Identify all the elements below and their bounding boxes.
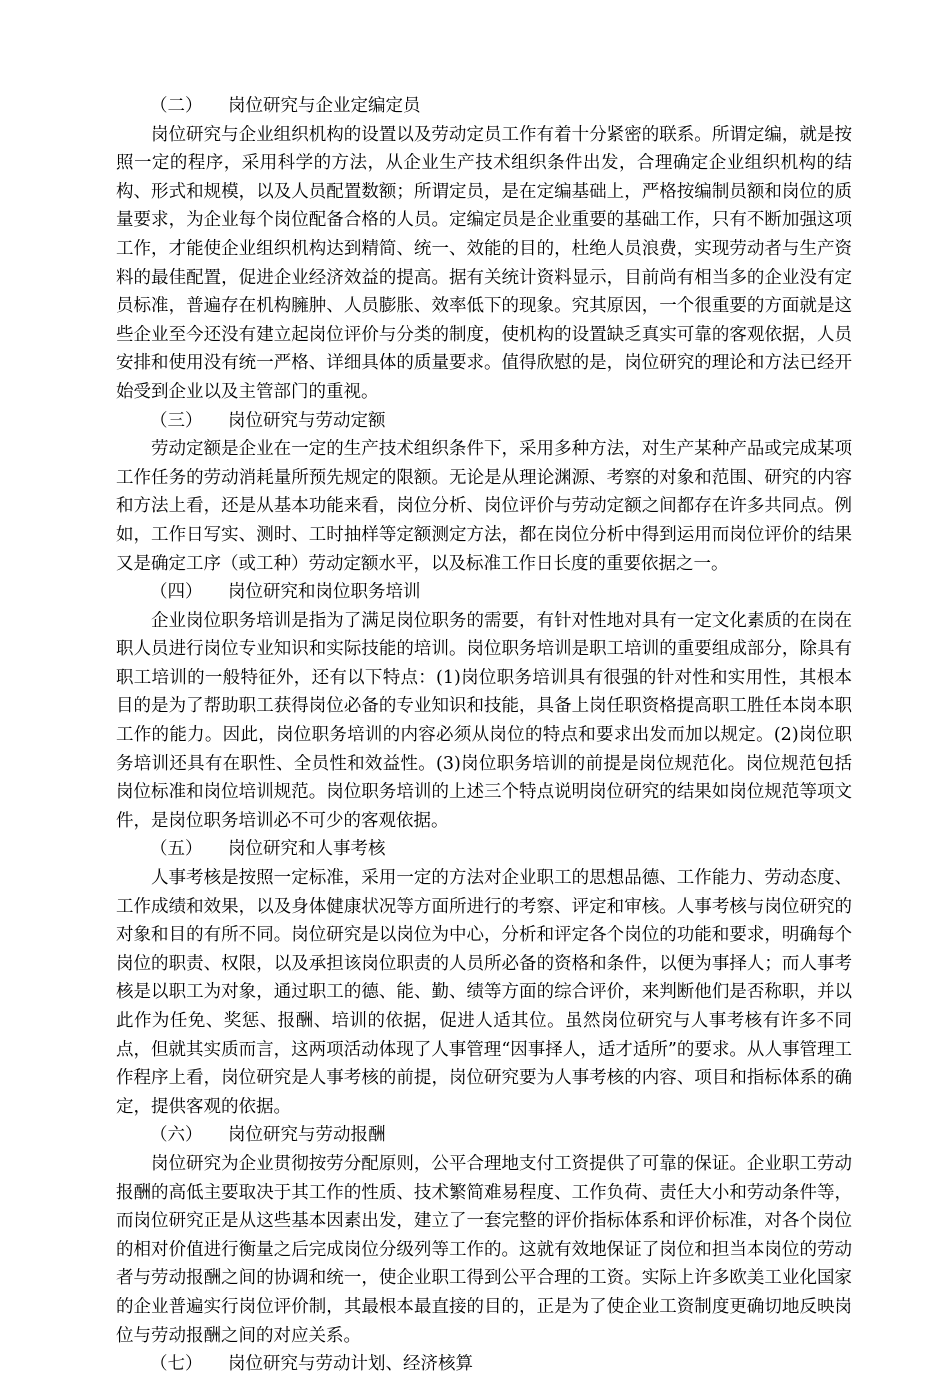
section-heading [116, 1121, 852, 1150]
section-paragraph: 劳动定额是企业在一定的生产技术组织条件下，采用多种方法，对生产某种产品或完成某项工作任务的劳动消耗量所预先规定的限额。无论是从理论渊源、考察的对象和范围、研究的内容和方法上看，还是从基本功能来看，岗位分析、岗位评价与劳动定额之间都存在许多共同点。例如，工作日写实、测时、工时抽样等定额测定方法，都在岗位分析中得到运用而岗位评价的结果又是确定工序（或工种）劳动定额水平，以及标准工作日长度的重要依据之一。 [116, 439, 852, 574]
section-title: 岗位研究与劳动计划、经济核算 [228, 1354, 473, 1375]
section-title: 岗位研究和人事考核 [228, 839, 386, 860]
section-heading [116, 578, 852, 607]
section-number: （七） [150, 1354, 203, 1375]
section-paragraph: 企业岗位职务培训是指为了满足岗位职务的需要，有针对性地对具有一定文化素质的在岗在职人员进行岗位专业知识和实际技能的培训。岗位职务培训是职工培训的重要组成部分，除具有职工培训的一般特征外，还有以下特点：(1)岗位职务培训具有很强的针对性和实用性，其根本目的是为了帮助职工获得岗位必备的专业知识和技能，具备上岗任职资格提高职工胜任本岗本职工作的能力。因此，岗位职务培训的内容必须从岗位的特点和要求出发而加以规定。(2)岗位职务培训还具有在职性、全员性和效益性。(3)岗位职务培训的前提是岗位规范化。岗位规范包括岗位标准和岗位培训规范。岗位职务培训的上述三个特点说明岗位研究的结果如岗位规范等项文件，是岗位职务培训必不可少的客观依据。 [116, 610, 852, 831]
section-number: （二） [150, 96, 203, 116]
section-heading [116, 407, 852, 436]
section-heading [116, 1350, 852, 1379]
section-number: （四） [150, 582, 203, 603]
section-title: 岗位研究与劳动定额 [228, 410, 386, 431]
section-number: （五） [150, 839, 203, 860]
section-paragraph: 岗位研究为企业贯彻按劳分配原则，公平合理地支付工资提供了可靠的保证。企业职工劳动报酬的高低主要取决于其工作的性质、技术繁简难易程度、工作负荷、责任大小和劳动条件等，而岗位研究正是从这些基本因素出发，建立了一套完整的评价指标体系和评价标准，对各个岗位的相对价值进行衡量之后完成岗位分级列等工作的。这就有效地保证了岗位和担当本岗位的劳动者与劳动报酬之间的协调和统一，使企业职工得到公平合理的工资。实际上许多欧美工业化国家的企业普遍实行岗位评价制，其最根本最直接的目的，正是为了使企业工资制度更确切地反映岗位与劳动报酬之间的对应关系。 [116, 1153, 852, 1346]
section-number: （三） [150, 410, 203, 431]
section-number: （六） [150, 1125, 203, 1146]
section-title: 岗位研究和岗位职务培训 [228, 582, 421, 603]
section-paragraph: 岗位研究与企业组织机构的设置以及劳动定员工作有着十分紧密的联系。所谓定编，就是按照一定的程序，采用科学的方法，从企业生产技术组织条件出发，合理确定企业组织机构的结构、形式和规模，以及人员配置数额；所谓定员，是在定编基础上，严格按编制员额和岗位的质量要求，为企业每个岗位配备合格的人员。定编定员是企业重要的基础工作，只有不断加强这项工作，才能使企业组织机构达到精简、统一、效能的目的，杜绝人员浪费，实现劳动者与生产资料的最佳配置，促进企业经济效益的提高。据有关统计资料显示，目前尚有相当多的企业没有定员标准，普遍存在机构臃肿、人员膨胀、效率低下的现象。究其原因，一个很重要的方面就是这些企业至今还没有建立起岗位评价与分类的制度，使机构的设置缺乏真实可靠的客观依据，人员安排和使用没有统一严格、详细具体的质量要求。值得欣慰的是，岗位研究的理论和方法已经开始受到企业以及主管部门的重视。 [116, 124, 852, 402]
section-paragraph: 人事考核是按照一定标准，采用一定的方法对企业职工的思想品德、工作能力、劳动态度、工作成绩和效果，以及身体健康状况等方面所进行的考察、评定和审核。人事考核与岗位研究的对象和目的有所不同。岗位研究是以岗位为中心，分析和评定各个岗位的功能和要求，明确每个岗位的职责、权限，以及承担该岗位职责的人员所必备的资格和条件，以便为事择人；而人事考核是以职工为对象，通过职工的德、能、勤、绩等方面的综合评价，来判断他们是否称职，并以此作为任免、奖惩、报酬、培训的依据，促进人适其位。虽然岗位研究与人事考核有许多不同点，但就其实质而言，这两项活动体现了人事管理“因事择人，适才适所”的要求。从人事管理工作程序上看，岗位研究是人事考核的前提，岗位研究要为人事考核的内容、项目和指标体系的确定，提供客观的依据。 [116, 868, 852, 1117]
document-body [116, 92, 852, 1379]
section-heading [116, 835, 852, 864]
section-title: 岗位研究与企业定编定员 [228, 96, 421, 116]
section-heading [116, 92, 852, 121]
section-title: 岗位研究与劳动报酬 [228, 1125, 386, 1146]
